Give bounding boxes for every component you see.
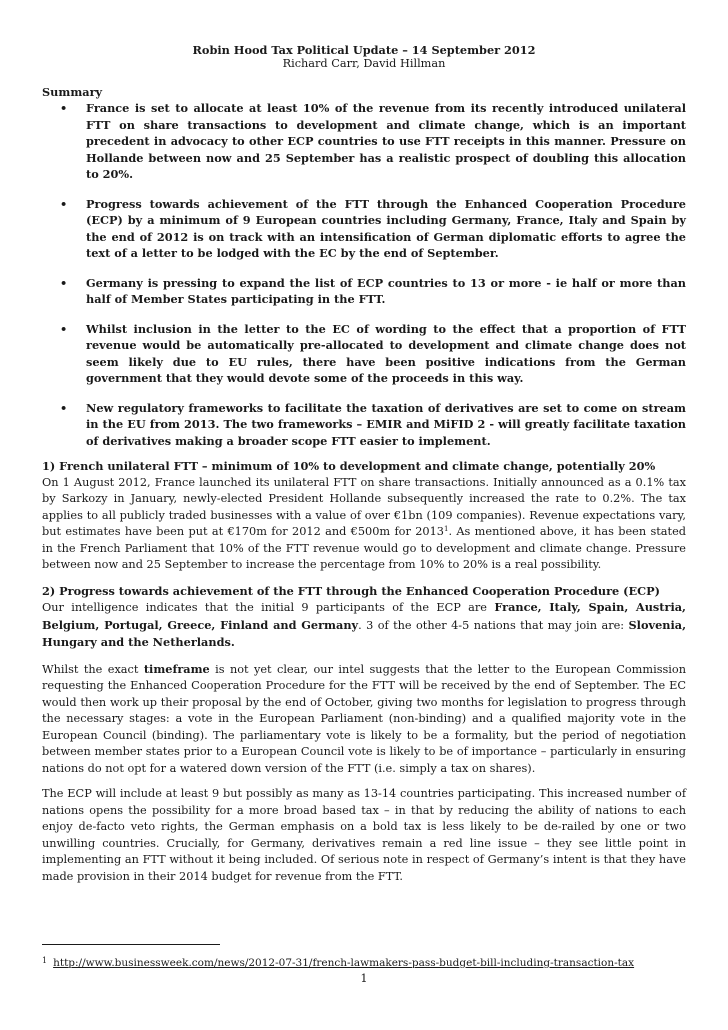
footnote-reference[interactable]: 1 [443,525,449,533]
section-2-p1-mid: . 3 of the other 4-5 nations that may join are: [358,618,629,632]
section-1-paragraph [42,475,686,574]
possible-joiners: Slovenia, Hungary and the Netherlands. [42,617,687,649]
section-2-p1-lead: Our intelligence indicates that the initial 9 participants of the ECP are [42,601,495,614]
section-2-paragraph-1 [42,599,686,652]
bullet-icon: • [60,101,68,115]
summary-item-text: Germany is pressing to expand the list of ECP countries to 13 or more - ie half or more than half of Member States participating in the FTT. [86,275,686,306]
summary-item-text: New regulatory frameworks to facilitate the taxation of derivatives are set to come on stream in the EU from 2013. The two frameworks – EMIR and MiFID 2 - will greatly facilitate taxation of derivatives making a broader scope FTT easier to implement. [86,400,686,448]
section-2-p2-lead: Whilst the exact [42,662,144,676]
section-1-heading: 1) French unilateral FTT – minimum of 10% to development and climate change, potentially 20% [42,459,656,473]
summary-item [42,400,686,450]
section-2-heading: 2) Progress towards achievement of the FTT through the Enhanced Cooperation Procedure (ECP) [42,583,660,598]
footnote-number: 1 [42,956,48,965]
summary-item [42,321,686,387]
bullet-icon: • [60,275,68,290]
footnote-divider [42,944,220,945]
bullet-icon: • [60,321,68,336]
footnote-link[interactable]: http://www.businessweek.com/news/2012-07-31/french-lawmakers-pass-budget-bill-including-transaction-tax [53,957,635,969]
section-1-text-b: . As mentioned above, it has been stated in the French Parliament that 10% of the FTT revenue would go to development and climate change. Pressure between now and 25 September to increase the percentage from 10% to 20% is a real possibility. [42,525,686,571]
document-title: Robin Hood Tax Political Update – 14 September 2012 [192,43,536,57]
section-2-paragraph-3: The ECP will include at least 9 but possibly as many as 13-14 countries participating. This increased number of nations opens the possibility for a more broad based tax – in that by reducing the ability of nations to each enjoy de-facto veto rights, the German emphasis on a bold tax is less likely to be de-railed by one or two unwilling countries. Crucially, for Germany, derivatives remain a red line issue – they see little point in implementing an FTT without it being included. Of serious note in respect of Germany’s intent is that they have made provision in their 2014 budget for revenue from the FTT. [42,787,686,883]
summary-heading: Summary [42,85,103,99]
summary-item [42,196,686,262]
section-2-p2-rest: is not yet clear, our intel suggests that the letter to the European Commission requesting the Enhanced Cooperation Procedure for the FTT will be received by the end of September. The EC would then work up their proposal by the end of October, giving two months for legislation to progress through the necessary stages: a vote in the European Parliament (non-binding) and a qualified majority vote in the European Council (binding). The parliamentary vote is likely to be a formality, but the period of negotiation between member states prior to a European Council vote is likely to be of importance – particularly in ensuring nations do not opt for a watered down version of the FTT (i.e. simply a tax on shares). [42,662,686,775]
section-1-text-a: On 1 August 2012, France launched its unilateral FTT on share transactions. Initially announced as a 0.1% tax by Sarkozy in January, newly-elected President Hollande subsequently increased the rate to 0.2%. The tax applies to all publicly traded businesses with a value of over €1bn (109 companies). Revenue expectations vary, but estimates have been put at €170m for 2012 and €500m for 2013 [42,475,686,538]
bullet-icon: • [60,196,68,211]
summary-item-text: France is set to allocate at least 10% of the revenue from its recently introduced unilateral FTT on share transactions to development and climate change, which is an important precedent in advocacy to other ECP countries to use FTT receipts in this manner. Pressure on Hollande between now and 25 September has a realistic prospect of doubling this allocation to 20%. [86,101,686,181]
summary-item [42,100,686,183]
summary-item [42,275,686,308]
section-2-paragraph-2 [42,661,686,778]
summary-list [42,100,686,449]
document-authors: Richard Carr, David Hillman [282,57,446,70]
initial-participants: France, Italy, Spain, Austria, Belgium, Portugal, Greece, Finland and Germany [42,600,686,632]
summary-item-text: Progress towards achievement of the FTT through the Enhanced Cooperation Procedure (ECP) by a minimum of 9 European countries including Germany, France, Italy and Spain by the end of 2012 is on track with an intensification of German diplomatic efforts to agree the text of a letter to be lodged with the EC by the end of September. [86,196,686,260]
bullet-icon: • [60,400,68,415]
page-number: 1 [360,972,368,985]
footnote [42,954,634,970]
timeframe-emphasis: timeframe [143,661,210,676]
summary-item-text: Whilst inclusion in the letter to the EC of wording to the effect that a proportion of FTT revenue would be automatically pre-allocated to development and climate change does not seem likely due to EU rules, there have been positive indications from the German government that they would devote some of the proceeds in this way. [86,321,686,385]
